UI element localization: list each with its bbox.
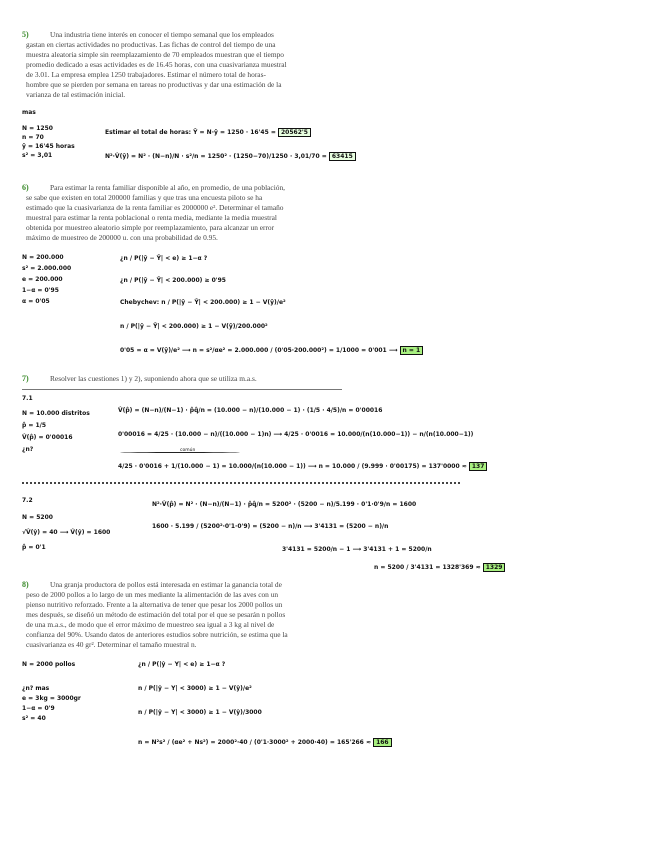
- problem-6-number: 6): [22, 183, 29, 192]
- statement-line: obtenida por muestreo aleatorio simple por reemplazamiento, para alcanzar un error: [26, 223, 275, 232]
- statement-line: estimado que la cuasivarianza de la renta familiar es 2000000 e². Determinar el tamaño: [26, 203, 284, 212]
- given-item: N = 1250: [22, 125, 53, 132]
- answer-box: 20562'5: [278, 128, 311, 137]
- given-item: s² = 3,01: [22, 152, 53, 159]
- given-item: √V̂(ŷ) = 40: [22, 529, 58, 536]
- problem-7-statement: Resolver las cuestiones 1) y 2), suponiendo ahora que se utiliza m.a.s.: [50, 374, 257, 383]
- equation-total: [105, 128, 311, 137]
- equation-result-7-2: [374, 563, 505, 572]
- statement-line: mes después, se diseñó un método de estimación del total por el que se pesarán n pollos: [26, 610, 286, 619]
- variance-conversion: ⟶ V̂(ŷ) = 1600: [59, 529, 111, 536]
- given-item: N = 5200: [22, 514, 53, 521]
- answer-box: 63415: [329, 152, 356, 161]
- equation-text: 4/25 · 0'0016 + 1/(10.000 − 1) = 10.000/(n(10.000 − 1)) ⟶ n = 10.000 / (9.999 · 0'00175) = 137'0000 ≈: [118, 463, 467, 470]
- statement-line: hombre que se pierden por semana en tareas no productivas y dar una estimación de la: [26, 80, 282, 89]
- equation-line: 1600 · 5.199 / (5200²·0'1·0'9) = (5200 − n)/n ⟶ 3'4131 = (5200 − n)/n: [152, 523, 389, 530]
- equation-result-8: [138, 738, 392, 747]
- problem-6-statement: [26, 183, 344, 243]
- equation-line: 0'00016 = 4/25 · (10.000 − n)/((10.000 − 1)n) ⟶ 4/25 · 0'0016 = 10.000/(n(10.000−1)) − n/(n(10.000−1)): [118, 431, 474, 438]
- given-item: n = 70: [22, 134, 44, 141]
- given-data-5: [22, 124, 75, 160]
- equation-line: ¿n / P(|ȳ − Ȳ| < 200.000) ≥ 0'95: [120, 277, 226, 284]
- answer-box: 137: [469, 462, 488, 471]
- statement-line: gastan en ciertas actividades no productivas. Las fichas de control del tiempo de una: [26, 40, 276, 49]
- given-item: s² = 40: [22, 715, 46, 722]
- equation-text: n = N²s² / (αe² + Ns²) = 2000²·40 / (0'1·3000² + 2000·40) = 165'266 ≈: [138, 739, 371, 746]
- given-item: N = 10.000 distritos: [22, 410, 90, 417]
- equation-result-7-1: [118, 462, 487, 471]
- statement-line: Una granja productora de pollos está interesada en estimar la ganancia total de: [50, 580, 282, 589]
- problem-8-statement: [26, 580, 344, 650]
- statement-line: varianza de tal estimación inicial.: [26, 90, 126, 99]
- statement-line: muestral para estimar la renta poblacional o renta media, mediante la media muestral: [26, 213, 277, 222]
- statement-line: muestra aleatoria simple sin reemplazamiento de 70 empleados muestran que el tiempo: [26, 50, 284, 59]
- equation-line: ¿n / P(|ŷ − Y| < e) ≥ 1−α ?: [138, 661, 226, 668]
- equation-line: n / P(|ŷ − Y| < 3000) ≥ 1 − V(ŷ)/3000: [138, 709, 262, 716]
- given-item: ¿n?: [22, 446, 34, 453]
- given-data-7-2: [22, 510, 110, 555]
- statement-line: de 3.01. La empresa emplea 1250 trabajadores. Estimar el número total de horas-: [26, 70, 266, 79]
- given-item: ȳ = 16'45 horas: [22, 143, 75, 150]
- statement-line: Una industria tiene interés en conocer el tiempo semanal que los empleados: [50, 30, 274, 39]
- equation-line: ¿n / P(|ȳ − Ȳ| < e) ≥ 1−α ?: [120, 255, 208, 262]
- equation-line: n / P(|ŷ − Y| < 3000) ≥ 1 − V(ŷ)/e²: [138, 685, 252, 692]
- given-item: s² = 2.000.000: [22, 265, 72, 272]
- equation-line: 3'4131 = 5200/n − 1 ⟶ 3'4131 + 1 = 5200/n: [282, 546, 432, 553]
- annotation-comun: común: [180, 448, 196, 453]
- problem-5-statement: [26, 30, 344, 100]
- given-item: p̂ = 0'1: [22, 544, 46, 551]
- equation-chebychev: Chebychev: n / P(|ȳ − Ȳ| < 200.000) ≥ 1 − V(ȳ)/e²: [120, 299, 286, 306]
- divider: [22, 389, 342, 390]
- given-item: 1−α = 0'9: [22, 705, 55, 712]
- answer-box: 166: [373, 738, 392, 747]
- statement-line: confianza del 90%. Usando datos de anteriores estudios sobre nutrición, se estima que la: [26, 630, 288, 639]
- statement-line: Para estimar la renta familiar disponible al año, en promedio, de una población,: [50, 183, 285, 192]
- given-item: e = 200.000: [22, 276, 63, 283]
- statement-line: pienso nutritivo reforzado. Frente a la alternativa de tener que pesar los 2000 pollos un: [26, 600, 283, 609]
- equation-text: n = 5200 / 3'4131 = 1328'369 ≈: [374, 564, 481, 571]
- problem-5-number: 5): [22, 30, 29, 39]
- given-data-7-1: [22, 408, 90, 456]
- problem-7-number: 7): [22, 374, 29, 383]
- given-item: p̂ = 1/5: [22, 422, 47, 429]
- method-label: mas: [22, 109, 36, 116]
- given-item: α = 0'05: [22, 298, 50, 305]
- equation-line: n / P(|ȳ − Ȳ| < 200.000) ≥ 1 − V(ȳ)/200.000²: [120, 323, 268, 330]
- given-item: V̂(p̂) = 0'00016: [22, 434, 73, 441]
- equation-text: 0'05 = α = V(ȳ)/e² ⟶ n = s²/αe² = 2.000.000 / (0'05·200.000²) = 1/1000 = 0'001 ⟶: [120, 347, 398, 354]
- equation-line: N²·V̂(p̂) = N² · (N−n)/(N−1) · p̂q̂/n = 5200² · (5200 − n)/5.199 · 0'1·0'9/n = 1600: [152, 501, 417, 508]
- equation-line: V̂(p̂) = (N−n)/(N−1) · p̂q̂/n = (10.000 − n)/(10.000 − 1) · (1/5 · 4/5)/n = 0'00016: [118, 407, 383, 414]
- given-item: N = 2000 pollos: [22, 661, 76, 668]
- given-data-8: [22, 684, 81, 724]
- given-item: 1−α = 0'95: [22, 287, 59, 294]
- equation-text: Estimar el total de horas: Ŷ = N·ȳ = 1250 · 16'45 =: [105, 129, 276, 136]
- given-data-6: [22, 252, 71, 307]
- given-item: N = 200.000: [22, 254, 64, 261]
- problem-8-number: 8): [22, 580, 29, 589]
- equation-text: N²·V̂(ȳ) = N² · (N−n)/N · s²/n = 1250² · (1250−70)/1250 · 3,01/70 =: [105, 153, 327, 160]
- subproblem-7-2-label: 7.2: [22, 497, 33, 504]
- answer-box: n = 1: [400, 346, 424, 355]
- statement-line: promedio dedicado a esas actividades es de 16.45 horas, con una cuasivarianza muestral: [26, 60, 287, 69]
- equation-result-6: [120, 346, 423, 355]
- answer-box: 1329: [483, 563, 506, 572]
- statement-line: máximo de muestreo de 200000 u. con una probabilidad de 0.95.: [26, 233, 218, 242]
- statement-line: cuasivarianza es 40 gr². Determinar el tamaño muestral n.: [26, 640, 197, 649]
- dotted-separator: [22, 482, 460, 484]
- brace-curve: [120, 452, 240, 453]
- equation-variance: [105, 152, 356, 161]
- given-item: ¿n? mas: [22, 685, 50, 692]
- statement-line: se sabe que existen en total 200000 familias y que tras una encuesta piloto se ha: [26, 193, 263, 202]
- given-item: e = 3kg = 3000gr: [22, 695, 81, 702]
- subproblem-7-1-label: 7.1: [22, 395, 33, 402]
- statement-line: peso de 2000 pollos a lo largo de un mes mediante la alimentación de las aves con un: [26, 590, 279, 599]
- statement-line: de una m.a.s., de modo que el error máximo de muestreo sea igual a 3 kg al nivel de: [26, 620, 275, 629]
